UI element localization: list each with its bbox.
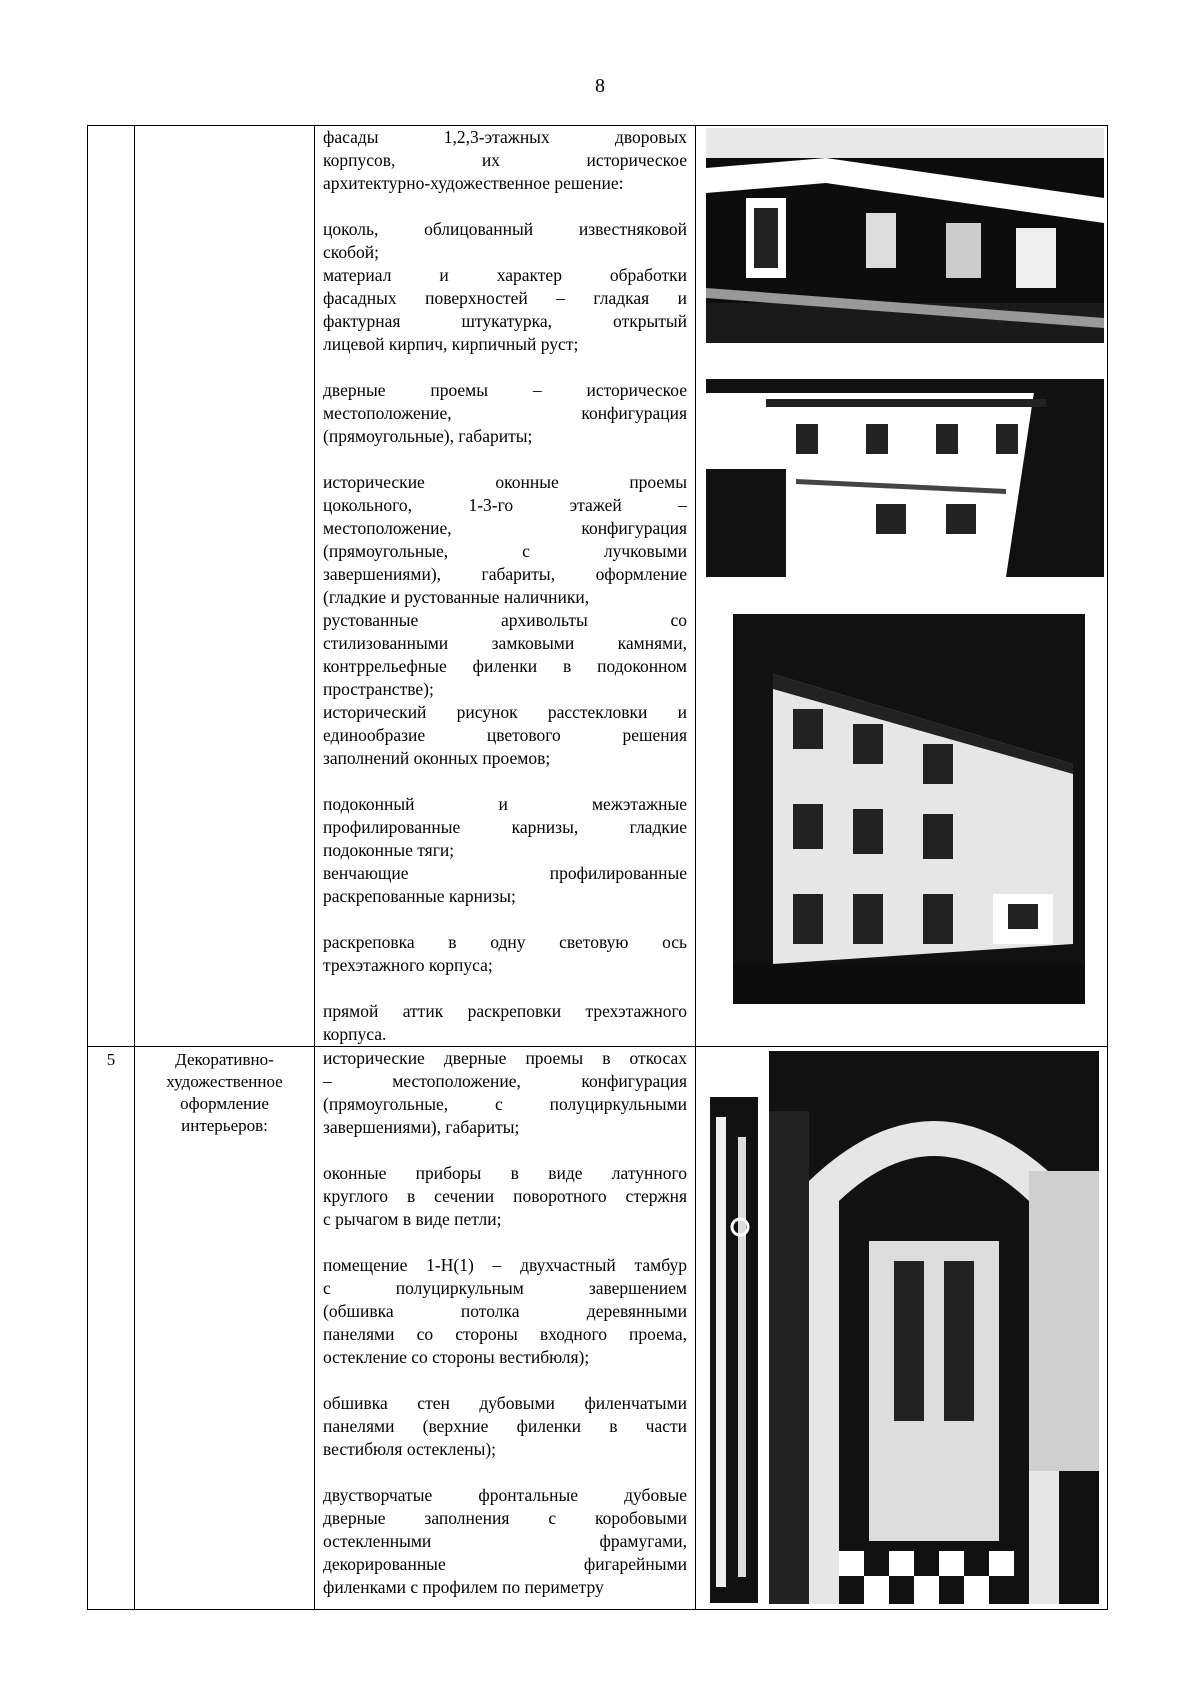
- description-paragraph: [323, 1392, 687, 1461]
- text-line: венчающие профилированные: [323, 863, 687, 883]
- text-line: фактурная штукатурка, открытый: [323, 311, 687, 331]
- text-line: корпусов, их историческое: [323, 150, 687, 170]
- text-line: раскрепованные карнизы;: [323, 886, 516, 906]
- text-line: цоколь, облицованный известняковой: [323, 219, 687, 239]
- description-text: [315, 1047, 695, 1599]
- row-number-cell: [88, 126, 135, 1047]
- text-line: – местоположение, конфигурация: [323, 1071, 687, 1091]
- text-line: единообразие цветового решения: [323, 725, 687, 745]
- text-line: пространстве);: [323, 679, 434, 699]
- text-line: дверные заполнения с коробовыми: [323, 1508, 687, 1528]
- description-paragraph: [323, 609, 687, 701]
- text-line: (прямоугольные), габариты;: [323, 426, 533, 446]
- row-description-cell: [315, 126, 696, 1047]
- text-line: трехэтажного корпуса;: [323, 955, 493, 975]
- text-line: контррельефные филенки в подоконном: [323, 656, 687, 676]
- text-line: заполнений оконных проемов;: [323, 748, 551, 768]
- description-paragraph: [323, 126, 687, 195]
- description-paragraph: [323, 701, 687, 770]
- text-line: прямой аттик раскреповки трехэтажного корпуса.: [323, 1001, 687, 1044]
- text-line: завершениями), габариты;: [323, 1117, 520, 1137]
- description-paragraph: [323, 1484, 687, 1599]
- description-paragraph: [323, 862, 687, 908]
- description-paragraph: [323, 1047, 687, 1139]
- text-line: местоположение, конфигурация: [323, 518, 687, 538]
- description-paragraph: [323, 379, 687, 448]
- text-line: дверные проемы – историческое: [323, 380, 687, 400]
- text-line: рустованные архивольты со: [323, 610, 687, 630]
- text-line: местоположение, конфигурация: [323, 403, 687, 423]
- text-line: двустворчатые фронтальные дубовые: [323, 1485, 687, 1505]
- facade-photo-1: [706, 128, 1104, 343]
- interior-photo-narrow: [710, 1097, 758, 1603]
- page-number: 8: [595, 75, 605, 97]
- row-name-cell: [135, 1047, 315, 1610]
- row-number: 5: [106, 1050, 116, 1069]
- row-photo-cell: [696, 126, 1108, 1047]
- text-line: (обшивка потолка деревянными: [323, 1301, 687, 1321]
- text-line: цокольного, 1-3-го этажей –: [323, 495, 687, 515]
- text-line: исторический рисунок расстекловки и: [323, 702, 687, 722]
- row-name-cell: [135, 126, 315, 1047]
- text-line: панелями со стороны входного проема,: [323, 1324, 687, 1344]
- text-line: (прямоугольные, с лучковыми: [323, 541, 687, 561]
- text-line: вестибюля остеклены);: [323, 1439, 497, 1459]
- text-line: архитектурно-художественное решение:: [323, 173, 624, 193]
- description-paragraph: [323, 1162, 687, 1231]
- interior-photo-vestibule: [769, 1051, 1099, 1604]
- text-line: завершениями), габариты, оформление: [323, 564, 687, 584]
- facade-photo-2: [706, 379, 1104, 577]
- table-row-continuation: [88, 126, 1108, 1047]
- description-text: [315, 126, 695, 1046]
- description-paragraph: [323, 471, 687, 609]
- text-line: помещение 1-Н(1) – двухчастный тамбур: [323, 1255, 687, 1275]
- text-line: лицевой кирпич, кирпичный руст;: [323, 334, 579, 354]
- text-line: исторические оконные проемы: [323, 472, 687, 492]
- text-line: остекленными фрамугами,: [323, 1531, 687, 1551]
- description-paragraph: [323, 1254, 687, 1369]
- text-line: декорированные фигарейными: [323, 1554, 687, 1574]
- text-line: подоконный и межэтажные: [323, 794, 687, 814]
- text-line: (гладкие и рустованные наличники,: [323, 587, 590, 607]
- text-line: (прямоугольные, с полуциркульными: [323, 1094, 687, 1114]
- table-row: [88, 1047, 1108, 1610]
- text-line: скобой;: [323, 242, 380, 262]
- description-paragraph: [323, 931, 687, 977]
- text-line: круглого в сечении поворотного стержня: [323, 1186, 687, 1206]
- text-line: оконные приборы в виде латунного: [323, 1163, 687, 1183]
- text-line: с полуциркульным завершением: [323, 1278, 687, 1298]
- text-line: стилизованными замковыми камнями,: [323, 633, 687, 653]
- text-line: фасады 1,2,3-этажных дворовых: [323, 127, 687, 147]
- text-line: остекление со стороны вестибюля);: [323, 1347, 590, 1367]
- text-line: исторические дверные проемы в откосах: [323, 1048, 687, 1068]
- text-line: материал и характер обработки: [323, 265, 687, 285]
- row-photo-cell: [696, 1047, 1108, 1610]
- text-line: подоконные тяги;: [323, 840, 455, 860]
- row-name: Декоративно-художественное оформление интерьеров:: [166, 1050, 283, 1135]
- monument-subject-table: [87, 125, 1108, 1610]
- description-paragraph: [323, 264, 687, 356]
- text-line: раскреповка в одну световую ось: [323, 932, 687, 952]
- text-line: панелями (верхние филенки в части: [323, 1416, 687, 1436]
- description-paragraph: [323, 793, 687, 862]
- description-paragraph: [323, 218, 687, 264]
- text-line: с рычагом в виде петли;: [323, 1209, 502, 1229]
- row-description-cell: [315, 1047, 696, 1610]
- description-paragraph: [323, 1000, 687, 1046]
- row-number-cell: [88, 1047, 135, 1610]
- text-line: филенками с профилем по периметру: [323, 1577, 604, 1597]
- facade-photo-3: [733, 614, 1085, 1004]
- text-line: фасадных поверхностей – гладкая и: [323, 288, 687, 308]
- text-line: обшивка стен дубовыми филенчатыми: [323, 1393, 687, 1413]
- text-line: профилированные карнизы, гладкие: [323, 817, 687, 837]
